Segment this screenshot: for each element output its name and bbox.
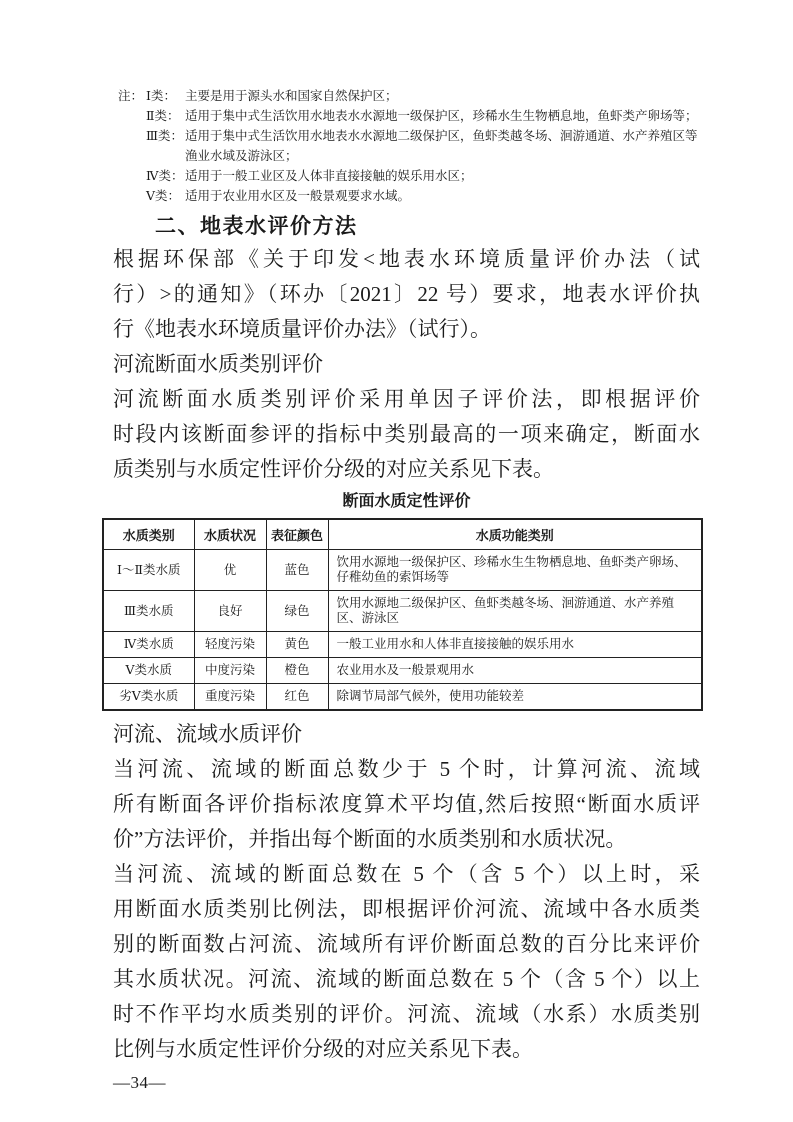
- table-row: [103, 658, 702, 684]
- paragraphs-after-table: [113, 717, 700, 1067]
- paragraph: [113, 382, 700, 487]
- note-row: [146, 86, 700, 106]
- cell-color: 绿色: [266, 591, 328, 632]
- text-line: 根据环保部《关于印发<地表水环境质量评价办法（试: [113, 247, 700, 271]
- table-block: [113, 491, 700, 711]
- note-row: [146, 106, 700, 126]
- cell-water-status: 优: [194, 550, 266, 591]
- text-line: 当河流、流域的断面总数少于 5 个时，计算河流、流域: [113, 757, 700, 781]
- table-row: [103, 632, 702, 658]
- note-term: Ⅱ类：: [146, 109, 180, 123]
- section-heading: 二、地表水评价方法: [155, 215, 358, 238]
- page-number: —34—: [113, 1073, 166, 1092]
- paragraph: [113, 717, 700, 752]
- paragraph-lines: [113, 717, 700, 752]
- cell-function: 除调节局部气候外，使用功能较差: [328, 684, 702, 711]
- text-line: 行《地表水环境质量评价办法》（试行）。: [113, 317, 491, 341]
- paragraph-lines: [113, 242, 700, 347]
- cell-color: 红色: [266, 684, 328, 711]
- text-line: 价”方法评价，并指出每个断面的水质类别和水质状况。: [113, 827, 627, 851]
- text-line: 河流断面水质类别评价: [113, 352, 323, 376]
- cell-color: 黄色: [266, 632, 328, 658]
- notes-label: 注：: [118, 89, 144, 103]
- note-description: 主要是用于源头水和国家自然保护区；: [185, 89, 398, 103]
- text-line: 其水质状况。河流、流域的断面总数在 5 个（含 5 个）以上: [113, 967, 700, 991]
- cell-water-status: 良好: [194, 591, 266, 632]
- cell-water-class: Ⅳ类水质: [103, 632, 194, 658]
- note-description: 适用于集中式生活饮用水地表水水源地一级保护区，珍稀水生生物栖息地，鱼虾类产卵场等；: [185, 109, 698, 123]
- cell-water-status: 中度污染: [194, 658, 266, 684]
- paragraph: [113, 242, 700, 347]
- cell-water-class: 劣Ⅴ类水质: [103, 684, 194, 711]
- notes-block: [118, 86, 700, 206]
- note-description: 适用于农业用水区及一般景观要求水域。: [185, 189, 411, 203]
- paragraph-lines: [113, 752, 700, 857]
- note-row: [146, 186, 700, 206]
- water-quality-table: [102, 518, 703, 711]
- table-row: [103, 591, 702, 632]
- cell-function: 一般工业用水和人体非直接接触的娱乐用水: [328, 632, 702, 658]
- cell-water-status: 重度污染: [194, 684, 266, 711]
- note-term: Ⅰ类：: [146, 89, 176, 103]
- text-line: 河流断面水质类别评价采用单因子评价法，即根据评价: [113, 387, 700, 411]
- paragraph-lines: [113, 857, 700, 1067]
- paragraph-lines: [113, 382, 700, 487]
- text-line: 比例与水质定性评价分级的对应关系见下表。: [113, 1037, 533, 1061]
- cell-color: 橙色: [266, 658, 328, 684]
- text-line: 时段内该断面参评的指标中类别最高的一项来确定，断面水: [113, 422, 700, 446]
- page-content: [113, 86, 700, 1093]
- note-description: 适用于一般工业区及人体非直接接触的娱乐用水区；: [185, 169, 473, 183]
- paragraph: [113, 752, 700, 857]
- table-body: [103, 550, 702, 711]
- text-line: 时不作平均水质类别的评价。河流、流域（水系）水质类别: [113, 1002, 700, 1026]
- table-header-row: [103, 519, 702, 550]
- notes-list: [146, 86, 700, 206]
- cell-function: 农业用水及一般景观用水: [328, 658, 702, 684]
- note-row: [146, 126, 700, 166]
- cell-water-class: Ⅴ类水质: [103, 658, 194, 684]
- table-row: [103, 684, 702, 711]
- table-row: [103, 550, 702, 591]
- table-head: [103, 519, 702, 550]
- text-line: 行）>的通知》（环办〔2021〕22 号）要求，地表水评价执: [113, 282, 700, 306]
- text-line: 质类别与水质定性评价分级的对应关系见下表。: [113, 457, 554, 481]
- note-term: Ⅴ类：: [146, 189, 181, 203]
- cell-water-class: Ⅲ类水质: [103, 591, 194, 632]
- cell-water-status: 轻度污染: [194, 632, 266, 658]
- cell-function: 饮用水源地一级保护区、珍稀水生生物栖息地、鱼虾类产卵场、仔稚幼鱼的索饵场等: [328, 550, 702, 591]
- cell-color: 蓝色: [266, 550, 328, 591]
- paragraph: [113, 347, 700, 382]
- note-term: Ⅳ类：: [146, 169, 184, 183]
- paragraph: [113, 857, 700, 1067]
- cell-water-class: Ⅰ～Ⅱ类水质: [103, 550, 194, 591]
- table-header-cell: 表征颜色: [266, 519, 328, 550]
- note-term: Ⅲ类：: [146, 129, 184, 143]
- text-line: 别的断面数占河流、流域所有评价断面总数的百分比来评价: [113, 932, 700, 956]
- paragraph-lines: [113, 347, 700, 382]
- table-header-cell: 水质功能类别: [328, 519, 702, 550]
- table-title: 断面水质定性评价: [342, 493, 471, 510]
- text-line: 用断面水质类别比例法，即根据评价河流、流域中各水质类: [113, 897, 700, 921]
- note-row: [146, 166, 700, 186]
- note-description: 适用于集中式生活饮用水地表水水源地二级保护区，鱼虾类越冬场、洄游通道、水产养殖区等渔业水域及游泳区；: [185, 129, 698, 163]
- cell-function: 饮用水源地二级保护区、鱼虾类越冬场、洄游通道、水产养殖区、游泳区: [328, 591, 702, 632]
- text-line: 所有断面各评价指标浓度算术平均值,然后按照“断面水质评: [113, 792, 700, 816]
- table-header-cell: 水质类别: [103, 519, 194, 550]
- text-line: 当河流、流域的断面总数在 5 个（含 5 个）以上时，采: [113, 862, 700, 886]
- paragraphs-before-table: [113, 242, 700, 487]
- table-header-cell: 水质状况: [194, 519, 266, 550]
- text-line: 河流、流域水质评价: [113, 722, 302, 746]
